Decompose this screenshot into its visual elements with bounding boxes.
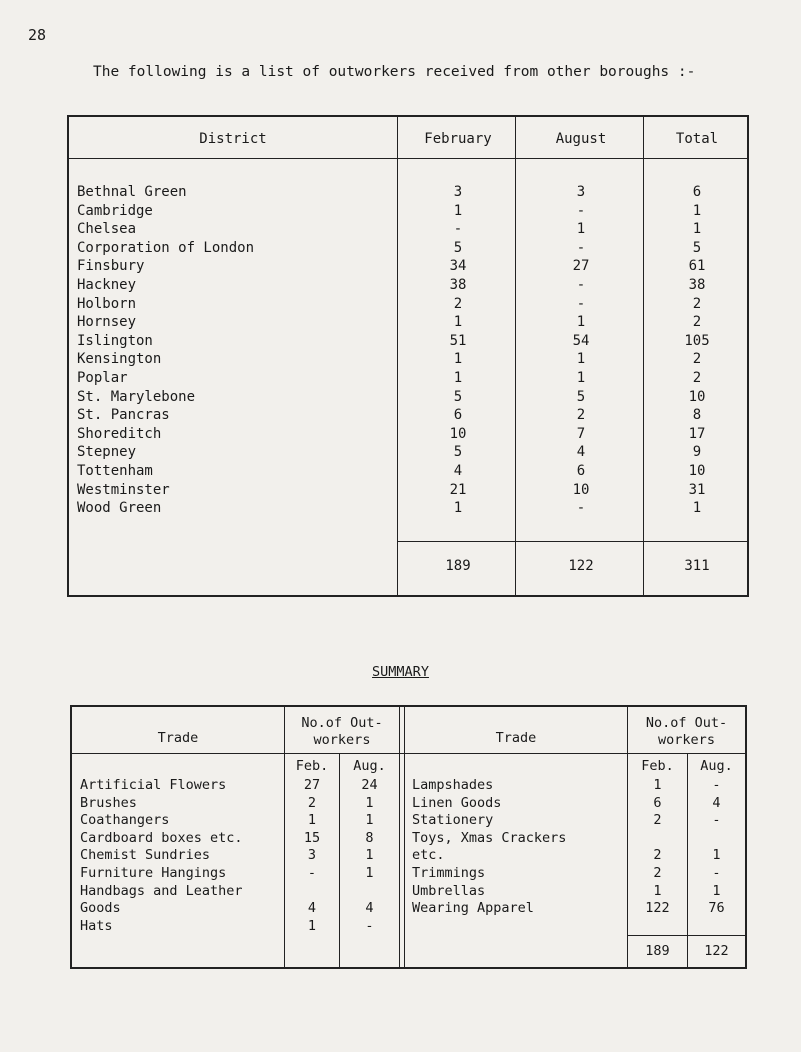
- feb-count: 34: [449, 258, 467, 275]
- trade-name: Umbrellas: [412, 882, 486, 899]
- trade-feb-count: 1: [653, 882, 662, 899]
- summary-total-aug: 122: [704, 943, 729, 959]
- total-count: 6: [692, 184, 702, 200]
- trade-feb-count: 1: [307, 917, 317, 934]
- trade-name: Lampshades: [412, 777, 494, 793]
- table-row: [69, 203, 747, 222]
- header-district: District: [199, 131, 267, 147]
- table-row: [69, 277, 747, 296]
- table-row: [69, 500, 747, 519]
- aug-count: -: [576, 276, 586, 293]
- table-row: [69, 407, 747, 426]
- district-name: St. Pancras: [77, 407, 170, 424]
- trade-name: Handbags and Leather: [80, 882, 243, 899]
- trade-aug-count: 1: [365, 847, 374, 864]
- district-name: St. Marylebone: [77, 388, 196, 405]
- header-february: February: [424, 131, 492, 147]
- total-count: 8: [692, 407, 702, 424]
- trade-aug-count: 4: [365, 900, 374, 917]
- trade-feb-count: 15: [303, 829, 321, 846]
- header-workers-right: No.of Out-workers: [645, 715, 728, 748]
- aug-count: -: [576, 500, 586, 517]
- trade-name: Cardboard boxes etc.: [80, 829, 243, 846]
- trade-feb-count: 4: [307, 900, 317, 917]
- aug-count: 6: [576, 462, 586, 479]
- total-overall: 311: [684, 558, 710, 574]
- aug-count: 4: [576, 444, 586, 461]
- district-name: Kensington: [77, 351, 162, 368]
- district-name: Wood Green: [77, 500, 162, 517]
- header-trade-right: Trade: [495, 730, 537, 746]
- trade-aug-count: -: [712, 865, 721, 881]
- aug-count: 10: [572, 481, 590, 498]
- trade-name: etc.: [412, 847, 445, 864]
- table-row: [69, 314, 747, 333]
- aug-count: 27: [572, 258, 590, 275]
- district-name: Stepney: [77, 444, 137, 461]
- trade-feb-count: 2: [653, 847, 662, 864]
- aug-count: 3: [576, 184, 586, 200]
- total-february: 189: [445, 558, 471, 574]
- aug-count: -: [576, 202, 586, 219]
- district-name: Chelsea: [77, 221, 137, 238]
- trade-feb-count: 2: [653, 865, 662, 881]
- total-count: 10: [688, 462, 706, 479]
- subheader-feb-left: Feb.: [295, 758, 329, 774]
- aug-count: 7: [576, 425, 586, 442]
- trade-name: Artificial Flowers: [80, 777, 227, 793]
- total-count: 2: [692, 369, 702, 386]
- aug-count: -: [576, 239, 586, 256]
- trade-aug-count: 76: [708, 900, 725, 917]
- total-count: 10: [688, 388, 706, 405]
- trade-name: Furniture Hangings: [80, 865, 227, 881]
- total-count: 17: [688, 425, 706, 442]
- trade-aug-count: 1: [365, 812, 374, 829]
- trade-name: Brushes: [80, 794, 137, 811]
- total-count: 38: [688, 276, 706, 293]
- trade-feb-count: 122: [645, 900, 670, 917]
- district-name: Finsbury: [77, 258, 145, 275]
- total-count: 2: [692, 314, 702, 331]
- total-count: 1: [692, 500, 702, 517]
- total-count: 1: [692, 202, 702, 219]
- intro-text: The following is a list of outworkers received from other boroughs :-: [93, 64, 696, 80]
- feb-count: 1: [453, 202, 463, 219]
- feb-count: 2: [453, 295, 463, 312]
- total-count: 61: [688, 258, 706, 275]
- feb-count: -: [453, 221, 463, 238]
- trade-name: Coathangers: [80, 812, 170, 829]
- trade-aug-count: 8: [365, 829, 374, 846]
- aug-count: 1: [576, 221, 586, 238]
- trade-feb-count: 3: [307, 847, 317, 864]
- district-name: Holborn: [77, 295, 137, 312]
- trade-name: Linen Goods: [412, 794, 502, 811]
- trade-name: Hats: [80, 917, 113, 934]
- total-count: 1: [692, 221, 702, 238]
- table-row: [69, 296, 747, 315]
- header-trade-left: Trade: [157, 730, 199, 746]
- total-count: 9: [692, 444, 702, 461]
- district-name: Westminster: [77, 481, 170, 498]
- trade-feb-count: 6: [653, 794, 662, 811]
- feb-count: 10: [449, 425, 467, 442]
- district-name: Islington: [77, 332, 153, 349]
- header-total: Total: [675, 131, 719, 147]
- summary-total-feb: 189: [645, 943, 670, 959]
- aug-count: 5: [576, 388, 586, 405]
- aug-count: -: [576, 295, 586, 312]
- district-rows: [69, 184, 747, 519]
- aug-count: 1: [576, 351, 586, 368]
- table-row: [69, 184, 747, 203]
- total-count: 2: [692, 295, 702, 312]
- aug-count: 2: [576, 407, 586, 424]
- total-rule: [627, 935, 745, 936]
- aug-count: 1: [576, 369, 586, 386]
- table-row: [69, 463, 747, 482]
- feb-count: 5: [453, 444, 463, 461]
- trade-feb-count: 1: [653, 777, 662, 793]
- subheader-feb-right: Feb.: [641, 758, 674, 774]
- trade-aug-count: 1: [712, 847, 721, 864]
- trade-name: Wearing Apparel: [412, 900, 534, 917]
- subheader-aug-right: Aug.: [700, 758, 733, 774]
- district-name: Corporation of London: [77, 239, 255, 256]
- trade-aug-count: 1: [365, 794, 374, 811]
- trade-feb-count: -: [307, 865, 317, 881]
- trade-aug-count: -: [365, 917, 374, 934]
- header-rule: [69, 158, 747, 159]
- total-count: 105: [684, 332, 710, 349]
- aug-count: 1: [576, 314, 586, 331]
- district-name: Tottenham: [77, 462, 153, 479]
- feb-count: 51: [449, 332, 467, 349]
- total-count: 2: [692, 351, 702, 368]
- table-row: [69, 482, 747, 501]
- column-divider: [399, 707, 400, 967]
- feb-count: 21: [449, 481, 467, 498]
- feb-count: 38: [449, 276, 467, 293]
- trade-feb-count: 1: [307, 812, 317, 829]
- district-name: Cambridge: [77, 202, 153, 219]
- table-row: [69, 389, 747, 408]
- table-row: [69, 370, 747, 389]
- summary-table: [70, 705, 747, 969]
- feb-count: 3: [453, 184, 463, 200]
- trade-name: Toys, Xmas Crackers: [412, 829, 567, 846]
- header-workers-left: No.of Out-workers: [301, 715, 383, 748]
- trade-aug-count: 4: [712, 794, 721, 811]
- table-row: [69, 258, 747, 277]
- trade-aug-count: 1: [712, 882, 721, 899]
- subheader-aug-left: Aug.: [353, 758, 386, 774]
- trade-name: Chemist Sundries: [80, 847, 211, 864]
- trade-aug-count: -: [712, 777, 721, 793]
- trade-feb-count: 2: [653, 812, 662, 829]
- trade-name: Stationery: [412, 812, 494, 829]
- aug-count: 54: [572, 332, 590, 349]
- table-row: [69, 240, 747, 259]
- total-count: 5: [692, 239, 702, 256]
- trade-name: Goods: [80, 900, 121, 917]
- table-row: [69, 444, 747, 463]
- feb-count: 1: [453, 314, 463, 331]
- feb-count: 6: [453, 407, 463, 424]
- table-row: [69, 351, 747, 370]
- district-table: [67, 115, 749, 597]
- feb-count: 1: [453, 369, 463, 386]
- feb-count: 5: [453, 239, 463, 256]
- feb-count: 1: [453, 351, 463, 368]
- header-rule: [72, 753, 745, 754]
- district-name: Poplar: [77, 369, 128, 386]
- trade-feb-count: 27: [303, 777, 321, 793]
- total-rule: [397, 541, 747, 542]
- total-august: 122: [568, 558, 594, 574]
- trade-aug-count: 24: [361, 777, 378, 793]
- trade-name: Trimmings: [412, 865, 486, 881]
- trade-feb-count: 2: [307, 794, 317, 811]
- feb-count: 5: [453, 388, 463, 405]
- feb-count: 1: [453, 500, 463, 517]
- summary-title: SUMMARY: [372, 664, 429, 680]
- header-august: August: [555, 131, 607, 147]
- table-row: [69, 426, 747, 445]
- page-number: 28: [28, 26, 47, 44]
- district-name: Hornsey: [77, 314, 137, 331]
- district-name: Bethnal Green: [77, 184, 187, 200]
- table-row: [69, 333, 747, 352]
- table-row: [69, 221, 747, 240]
- trade-aug-count: -: [712, 812, 721, 829]
- total-count: 31: [688, 481, 706, 498]
- feb-count: 4: [453, 462, 463, 479]
- trade-aug-count: 1: [365, 865, 374, 881]
- district-name: Hackney: [77, 276, 137, 293]
- district-name: Shoreditch: [77, 425, 162, 442]
